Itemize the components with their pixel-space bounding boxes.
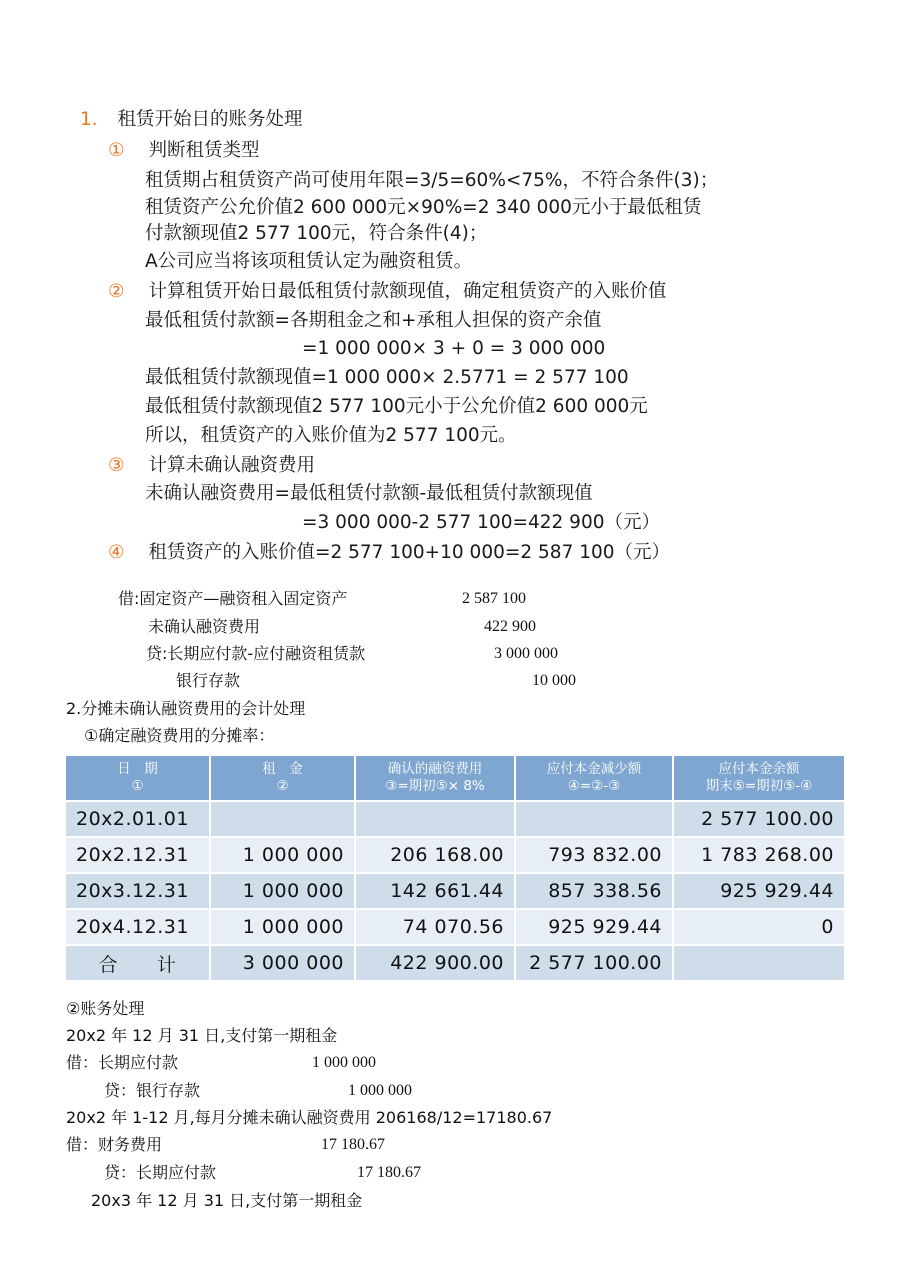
section-1-number: 1. (80, 109, 98, 130)
journal-1-account: 借:固定资产—融资租入固定资产 (118, 589, 348, 608)
table-header-row (66, 756, 844, 801)
cell-expense: 206 168.00 (355, 837, 515, 873)
journal-1-account: 银行存款 (176, 671, 241, 690)
step-4-marker: ④ (108, 542, 125, 563)
step-2-marker: ② (108, 281, 125, 302)
journal-1-amount: 2 587 100 (462, 590, 526, 607)
accounting-line: 借：财务费用 (66, 1135, 163, 1154)
cell-expense: 142 661.44 (355, 873, 515, 909)
table-row (66, 909, 844, 945)
step-3-heading (108, 452, 315, 480)
section-2-subtitle: ①确定融资费用的分摊率： (84, 726, 275, 745)
section-2-title: 2.分摊未确认融资费用的会计处理 (66, 699, 306, 718)
accounting-line: 20x3 年 12 月 31 日,支付第一期租金 (91, 1191, 363, 1210)
step-1-title: 判断租赁类型 (148, 140, 260, 161)
step-3-title: 计算未确认融资费用 (148, 455, 315, 476)
cell-expense: 422 900.00 (355, 945, 515, 980)
journal-1-amount: 422 900 (484, 618, 536, 635)
header-principal-balance: 应付本金余额 期末⑤=期初⑤-④ (673, 756, 844, 801)
step-1-line: A公司应当将该项租赁认定为融资租赁。 (145, 251, 473, 272)
accounting-line: 贷：长期应付款 (104, 1163, 217, 1182)
table-total-row (66, 945, 844, 980)
cell-balance: 1 783 268.00 (673, 837, 844, 873)
cell-decrease: 925 929.44 (515, 909, 673, 945)
step-2-line: 最低租赁付款额现值2 577 100元小于公允价值2 600 000元 (145, 396, 648, 417)
accounting-line: 借：长期应付款 (66, 1053, 179, 1072)
accounting-line: 贷：银行存款 (104, 1081, 201, 1100)
step-3-line: =3 000 000-2 577 100=422 900（元） (302, 512, 660, 533)
step-2-title: 计算租赁开始日最低租赁付款额现值，确定租赁资产的入账价值 (148, 281, 667, 302)
cell-date: 20x4.12.31 (66, 909, 210, 945)
step-1-marker: ① (108, 140, 125, 161)
step-1-line: 租赁期占租赁资产尚可使用年限=3/5=60%<75%，不符合条件(3)； (145, 170, 719, 191)
header-finance-expense: 确认的融资费用 ③=期初⑤× 8% (355, 756, 515, 801)
cell-balance: 2 577 100.00 (673, 801, 844, 837)
table-row (66, 837, 844, 873)
journal-1-amount: 10 000 (532, 672, 576, 689)
step-1-line: 付款额现值2 577 100元，符合条件(4)； (145, 223, 488, 244)
cell-rent: 1 000 000 (210, 837, 355, 873)
header-principal-decrease: 应付本金减少额 ④=②-③ (515, 756, 673, 801)
cell-date: 20x2.01.01 (66, 801, 210, 837)
cell-date: 20x3.12.31 (66, 873, 210, 909)
step-2-heading (108, 278, 667, 306)
cell-balance: 0 (673, 909, 844, 945)
accounting-line: 20x2 年 1-12 月,每月分摊未确认融资费用 206168/12=17180.67 (66, 1108, 553, 1127)
cell-decrease: 857 338.56 (515, 873, 673, 909)
cell-total-label: 合 计 (66, 945, 210, 980)
accounting-amount: 1 000 000 (348, 1082, 412, 1099)
accounting-line: 20x2 年 12 月 31 日,支付第一期租金 (66, 1026, 338, 1045)
step-2-line: =1 000 000× 3 + 0 = 3 000 000 (302, 338, 606, 359)
cell-decrease (515, 801, 673, 837)
cell-rent: 1 000 000 (210, 873, 355, 909)
accounting-title: ②账务处理 (66, 999, 145, 1018)
step-4-heading (108, 539, 670, 567)
accounting-amount: 1 000 000 (312, 1054, 376, 1071)
step-4-title: 租赁资产的入账价值=2 577 100+10 000=2 587 100（元） (148, 542, 671, 563)
cell-decrease: 793 832.00 (515, 837, 673, 873)
cell-rent (210, 801, 355, 837)
cell-balance: 925 929.44 (673, 873, 844, 909)
cell-rent: 1 000 000 (210, 909, 355, 945)
step-2-line: 最低租赁付款额现值=1 000 000× 2.5771 = 2 577 100 (145, 367, 629, 388)
cell-rent: 3 000 000 (210, 945, 355, 980)
step-3-marker: ③ (108, 455, 125, 476)
cell-date: 20x2.12.31 (66, 837, 210, 873)
section-1-title: 租赁开始日的账务处理 (117, 109, 303, 130)
accounting-amount: 17 180.67 (321, 1136, 385, 1153)
journal-1-account: 未确认融资费用 (148, 617, 261, 636)
cell-balance (673, 945, 844, 980)
section-1-heading (80, 106, 303, 134)
step-1-heading (108, 137, 260, 165)
cell-expense: 74 070.56 (355, 909, 515, 945)
journal-1-account: 贷:长期应付款-应付融资租赁款 (146, 644, 366, 663)
step-2-line: 最低租赁付款额=各期租金之和+承租人担保的资产余值 (145, 310, 602, 331)
header-rent: 租 金 ② (210, 756, 355, 801)
table-row (66, 801, 844, 837)
accounting-amount: 17 180.67 (357, 1164, 421, 1181)
journal-1-amount: 3 000 000 (494, 645, 558, 662)
cell-decrease: 2 577 100.00 (515, 945, 673, 980)
step-1-line: 租赁资产公允价值2 600 000元×90%=2 340 000元小于最低租赁 (145, 197, 702, 218)
step-2-line: 所以，租赁资产的入账价值为2 577 100元。 (145, 425, 517, 446)
header-date: 日 期 ① (66, 756, 210, 801)
cell-expense (355, 801, 515, 837)
amortization-table (66, 756, 844, 980)
table-row (66, 873, 844, 909)
step-3-line: 未确认融资费用=最低租赁付款额-最低租赁付款额现值 (145, 483, 593, 504)
